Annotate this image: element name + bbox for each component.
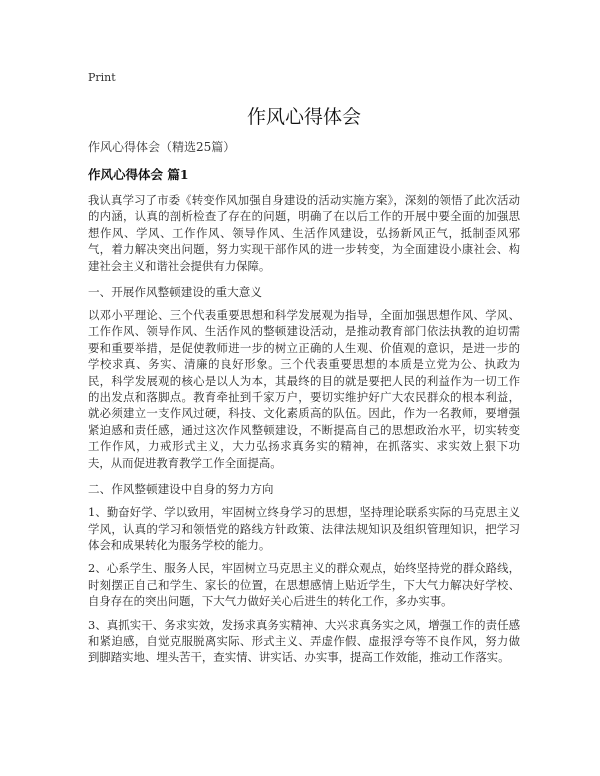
effort-paragraph-3: 3、真抓实干、务求实效，发扬求真务实精神、大兴求真务实之风，增强工作的责任感和紧迫感，自觉克服脱离实际、形式主义、弄虚作假、虚报浮夸等不良作风，努力做到脚踏实地、埋头苦干，查实情、讲实话、办实事，提高工作效能，推动工作落实。 xyxy=(88,617,520,665)
effort-paragraph-2: 2、心系学生、服务人民，牢固树立马克思主义的群众观点，始终坚持党的群众路线，时刻摆正自己和学生、家长的位置，在思想感情上贴近学生，下大气力解决好学校、自身存在的突出问题，下大气力做好关心后进生的转化工作，多办实事。 xyxy=(88,561,520,609)
document-subtitle: 作风心得体会（精选25篇） xyxy=(88,140,236,154)
print-link[interactable]: Print xyxy=(88,71,116,84)
section-title: 作风心得体会 篇1 xyxy=(88,167,189,182)
document-title: 作风心得体会 xyxy=(246,106,361,128)
document-page xyxy=(88,66,520,666)
heading-efforts: 二、作风整顿建设中自身的努力方向 xyxy=(88,482,274,497)
heading-significance: 一、开展作风整顿建设的重大意义 xyxy=(88,285,262,300)
significance-paragraph: 以邓小平理论、三个代表重要思想和科学发展观为指导，全面加强思想作风、学风、工作作风、领导作风、生活作风的整顿建设活动，是推动教育部门依法执教的迫切需要和重要举措，是促使教师进一步的树立正确的人生观、价值观的意识，是进一步的学校求真、务实、清廉的良好形象。三个代表重要思想的本质是立党为公、执政为民，科学发展观的核心是以人为本，其最终的目的就是要把人民的利益作为一切工作的出发点和落脚点。教育牵扯到千家万户，要切实维护好广大农民群众的根本利益，就必须建立一支作风过硬，科技、文化素质高的队伍。因此，作为一名教师，要增强紧迫感和责任感，通过这次作风整顿建设，不断提高自己的思想政治水平，切实转变工作作风，力戒形式主义，大力弘扬求真务实的精神，在抓落实、求实效上狠下功夫，从而促进教育教学工作全面提高。 xyxy=(88,308,520,470)
intro-paragraph: 我认真学习了市委《转变作风加强自身建设的活动实施方案》，深刻的领悟了此次活动的内涵，认真的剖析检查了存在的问题，明确了在以后工作的开展中要全面的加强思想作风、学风、工作作风、领导作风、生活作风建设，弘扬新风正气，抵制歪风邪气，着力解决突出问题，努力实现干部作风的进一步转变，为全面建设小康社会、构建社会主义和谐社会提供有力保障。 xyxy=(88,193,520,273)
effort-paragraph-1: 1、勤奋好学、学以致用，牢固树立终身学习的思想，坚持理论联系实际的马克思主义学风，认真的学习和领悟党的路线方针政策、法律法规知识及组织管理知识，把学习体会和成果转化为服务学校的能力。 xyxy=(88,505,520,552)
